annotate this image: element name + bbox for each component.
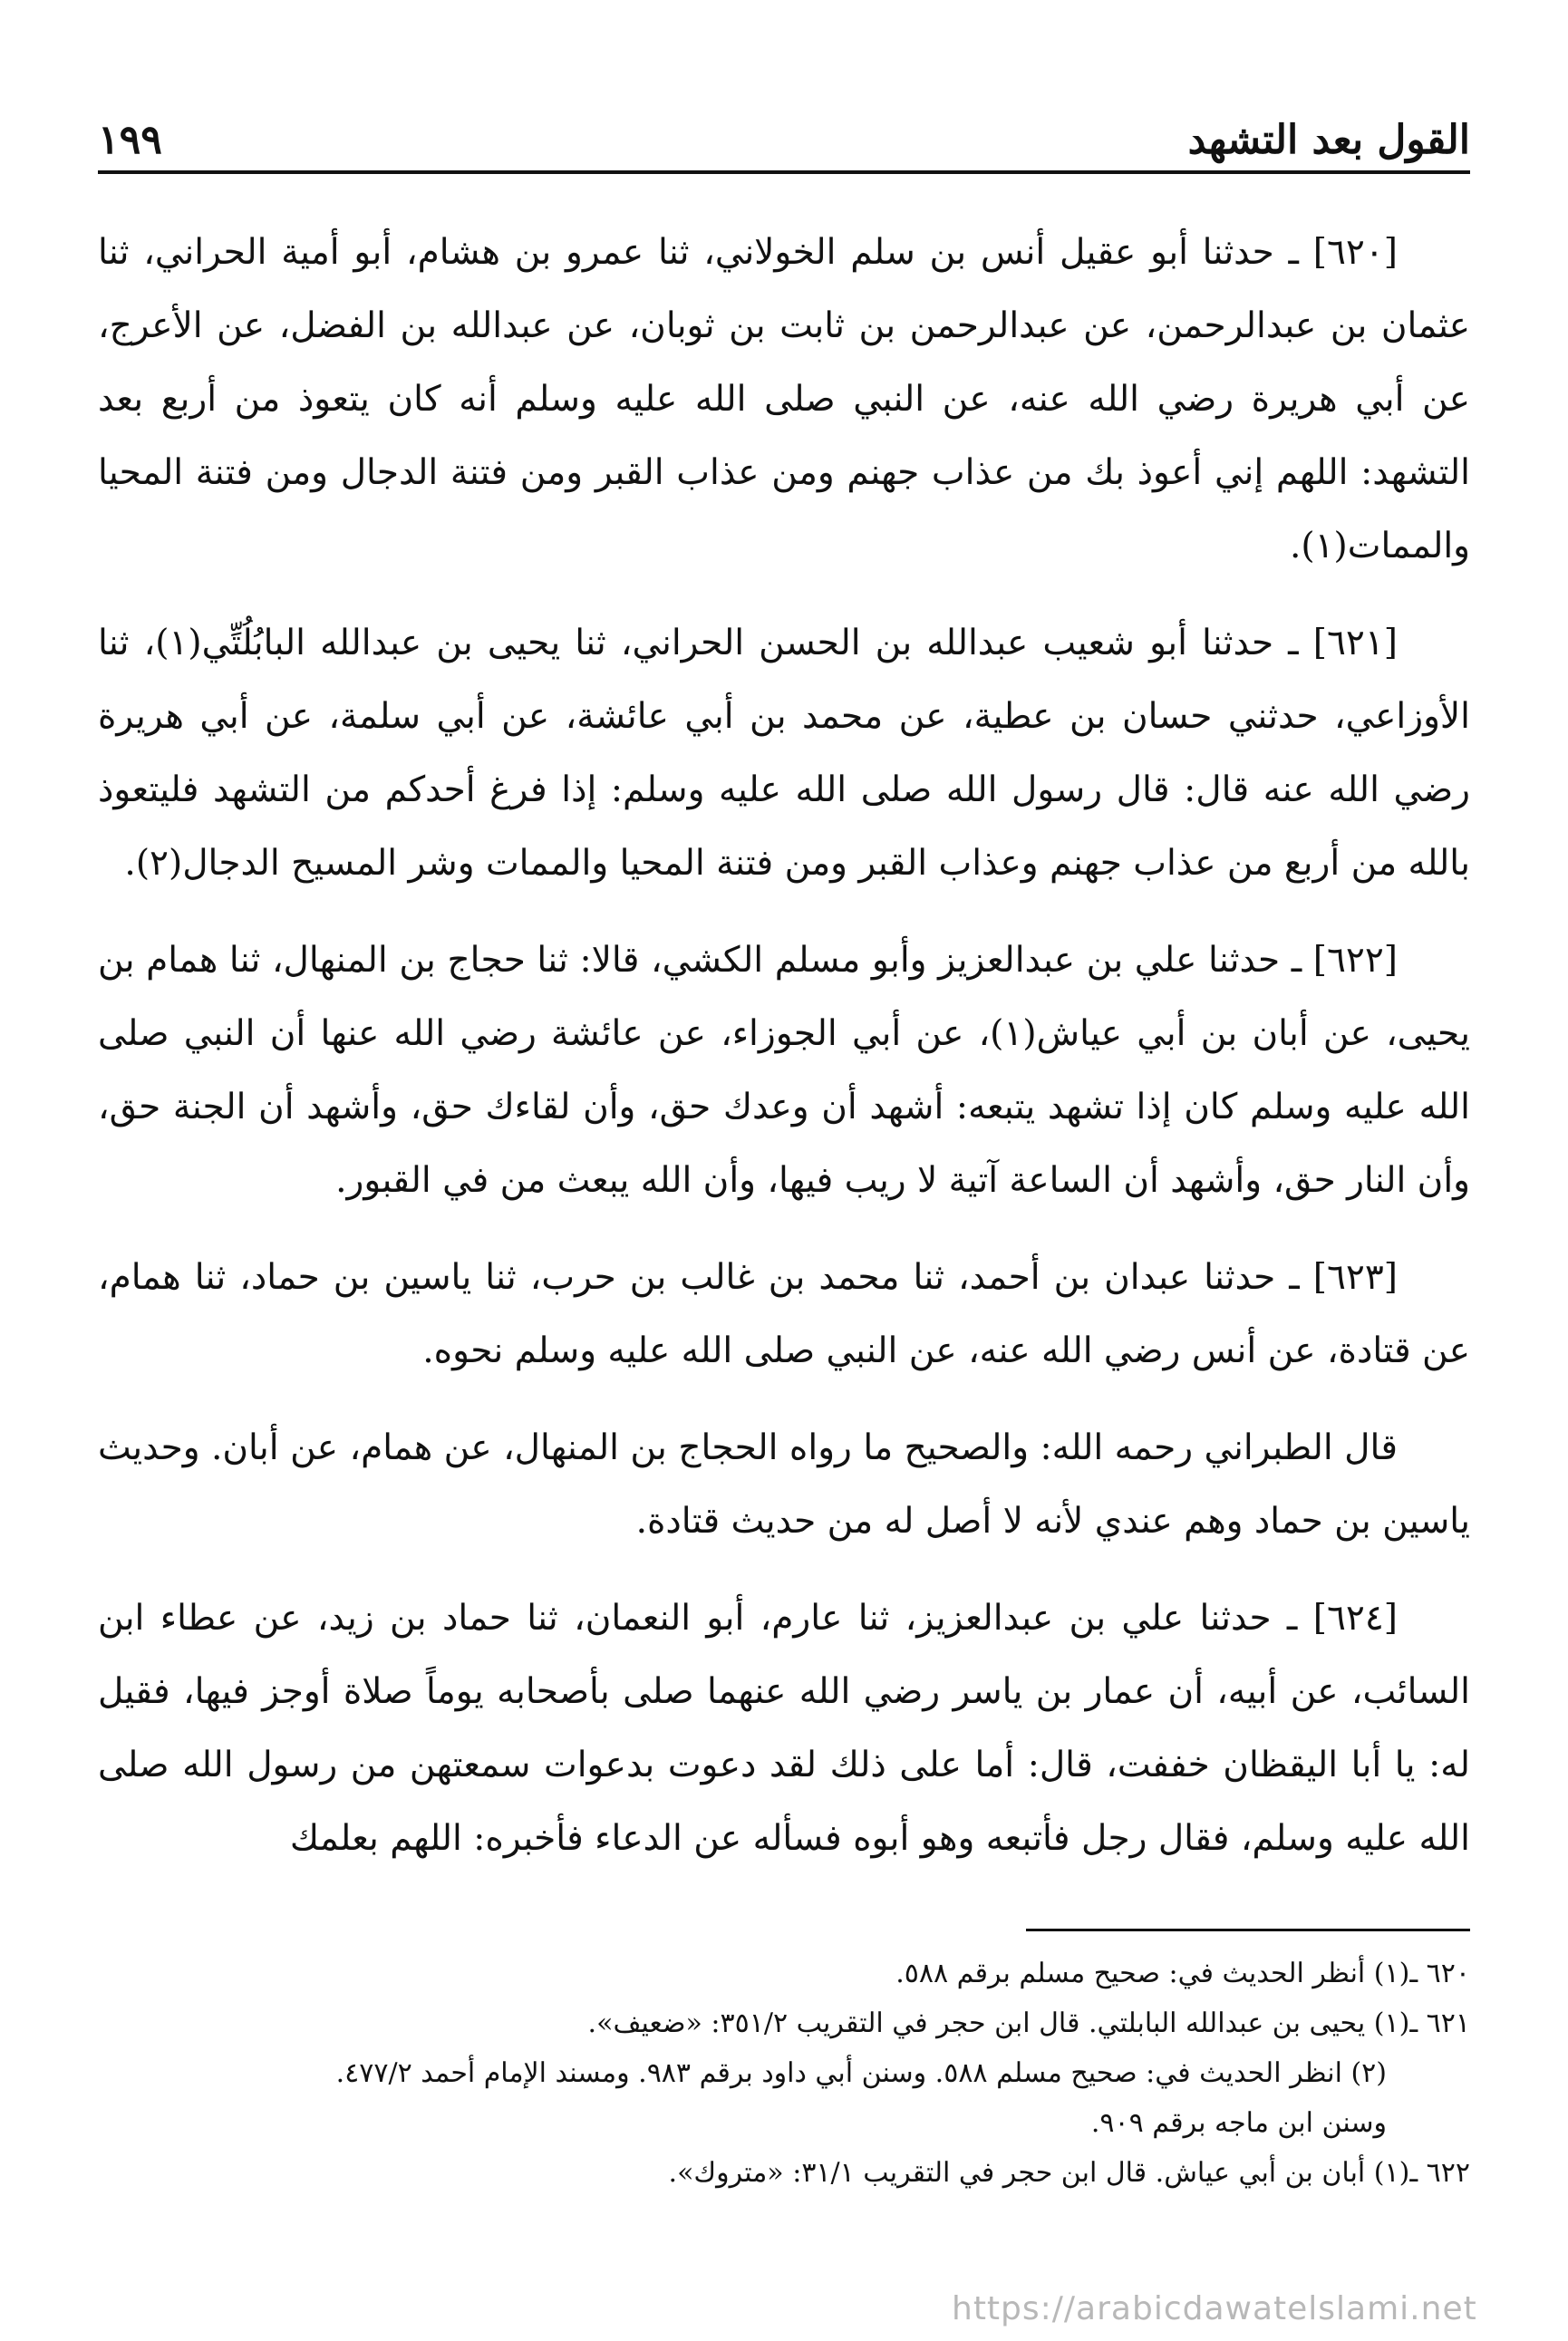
main-text xyxy=(98,216,1470,1899)
footnote-rule xyxy=(1026,1929,1470,1931)
hadith-622: [٦٢٢] ـ حدثنا علي بن عبدالعزيز وأبو مسلم الكشي، قالا: ثنا حجاج بن المنهال، ثنا همام بن يحيى، عن أبان بن أبي عياش(١)، عن أبي الجوزاء، عن عائشة رضي الله عنها أن النبي صلى الله عليه وسلم كان إذا تشهد يتبعه: أشهد أن وعدك حق، وأن لقاءك حق، وأشهد أن الجنة حق، وأن النار حق، وأشهد أن الساعة آتية لا ريب فيها، وأن الله يبعث من في القبور. xyxy=(98,940,1470,1201)
page-number: ١٩٩ xyxy=(98,117,162,163)
tabarani-comment: قال الطبراني رحمه الله: والصحيح ما رواه الحجاج بن المنهال، عن همام، عن أبان. وحديث ياسين بن حماد وهم عندي لأنه لا أصل له من حديث قتادة. xyxy=(98,1427,1470,1542)
hadith-624: [٦٢٤] ـ حدثنا علي بن عبدالعزيز، ثنا عارم، أبو النعمان، ثنا حماد بن زيد، عن عطاء ابن السائب، عن أبيه، أن عمار بن ياسر رضي الله عنهما صلى بأصحابه يوماً صلاة أوجز فيها، فقيل له: يا أبا اليقظان خففت، قال: أما على ذلك لقد دعوت بدعوات سمعتهن من رسول الله صلى الله عليه وسلم، فقال رجل فأتبعه وهو أبوه فسأله عن الدعاء فأخبره: اللهم بعلمك xyxy=(98,1598,1470,1859)
hadith-621: [٦٢١] ـ حدثنا أبو شعيب عبدالله بن الحسن الحراني، ثنا يحيى بن عبدالله البابُلُتِّي(١)، ثنا الأوزاعي، حدثني حسان بن عطية، عن محمد بن أبي عائشة، عن أبي سلمة، عن أبي هريرة رضي الله عنه قال: قال رسول الله صلى الله عليه وسلم: إذا فرغ أحدكم من التشهد فليتعوذ بالله من أربع من عذاب جهنم وعذاب القبر ومن فتنة المحيا والممات وشر المسيح الدجال(٢). xyxy=(98,623,1470,884)
page-header xyxy=(98,100,1470,163)
hadith-623: [٦٢٣] ـ حدثنا عبدان بن أحمد، ثنا محمد بن غالب بن حرب، ثنا ياسين بن حماد، ثنا همام، عن قتادة، عن أنس رضي الله عنه، عن النبي صلى الله عليه وسلم نحوه. xyxy=(98,1257,1470,1371)
footnote-621-1: ٦٢١ ـ(١) يحيى بن عبدالله البابلتي. قال ابن حجر في التقريب ٣٥١/٢: «ضعيف». xyxy=(587,2007,1470,2039)
footnote-622-1: ٦٢٢ ـ(١) أبان بن أبي عياش. قال ابن حجر في التقريب ٣١/١: «متروك». xyxy=(668,2157,1470,2189)
footnote-620-1: ٦٢٠ ـ(١) أنظر الحديث في: صحيح مسلم برقم ٥٨٨. xyxy=(895,1958,1470,1989)
watermark-url: https://arabicdawatelslami.net xyxy=(952,2290,1477,2327)
footnotes xyxy=(98,1949,1470,2198)
hadith-620: [٦٢٠] ـ حدثنا أبو عقيل أنس بن سلم الخولاني، ثنا عمرو بن هشام، أبو أمية الحراني، ثنا عثمان بن عبدالرحمن، عن عبدالرحمن بن ثابت بن ثوبان، عن عبدالله بن الفضل، عن الأعرج، عن أبي هريرة رضي الله عنه، عن النبي صلى الله عليه وسلم أنه كان يتعوذ من أربع بعد التشهد: اللهم إني أعوذ بك من عذاب جهنم ومن عذاب القبر ومن فتنة الدجال ومن فتنة المحيا والممات(١). xyxy=(98,232,1470,566)
footnote-621-2-cont: وسنن ابن ماجه برقم ٩٠٩. xyxy=(1090,2107,1387,2139)
footnote-621-2: (٢) انظر الحديث في: صحيح مسلم ٥٨٨. وسنن أبي داود برقم ٩٨٣. ومسند الإمام أحمد ٤٧٧/٢. xyxy=(335,2057,1387,2089)
header-rule xyxy=(98,170,1470,174)
running-title: القول بعد التشهد xyxy=(1187,117,1470,163)
